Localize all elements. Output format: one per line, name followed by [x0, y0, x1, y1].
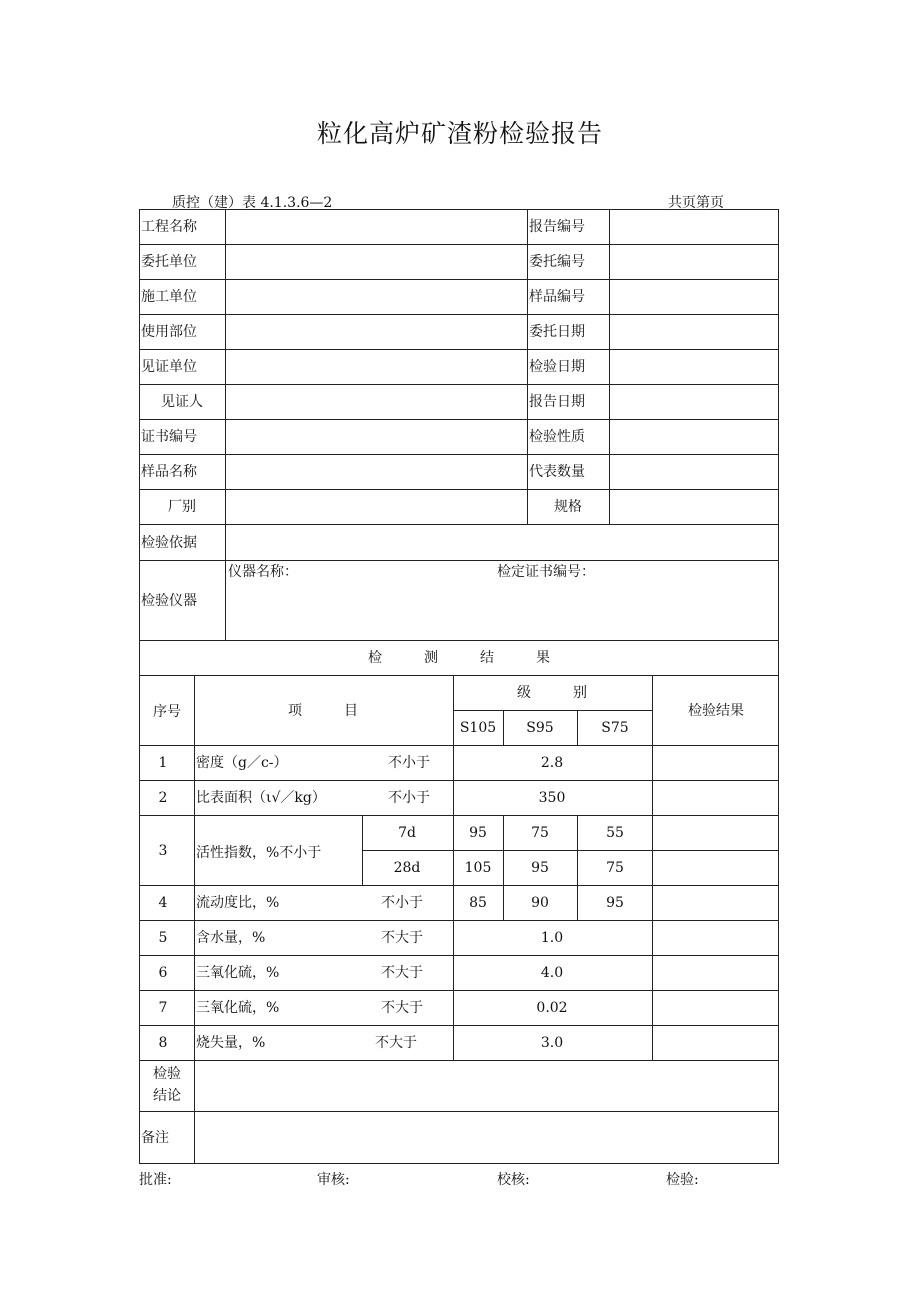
row-seq: 2: [158, 790, 168, 806]
row-age-28d: 28d: [393, 860, 421, 876]
row-value-s105: 105: [464, 860, 492, 876]
row-item: 三氧化硫，%: [196, 1000, 280, 1016]
row-seq: 6: [158, 965, 168, 981]
row-seq: 4: [158, 895, 168, 911]
row-value: 350: [538, 790, 566, 806]
table-grid: [139, 209, 779, 1164]
row-value-s105: 95: [469, 825, 487, 841]
report-title: 粒化高炉矿渣粉检验报告: [316, 119, 603, 148]
label-certificate-number: 证书编号: [141, 429, 197, 445]
label-representative-quantity: 代表数量: [529, 464, 585, 480]
label-remarks: 备注: [141, 1130, 169, 1146]
row-seq: 8: [158, 1035, 168, 1051]
header-grade-s105: S105: [459, 720, 497, 736]
label-report-number: 报告编号: [529, 219, 585, 235]
row-condition: 不大于: [381, 1000, 423, 1016]
row-condition: 不小于: [381, 895, 423, 911]
label-witness-person: 见证人: [161, 394, 203, 410]
header-grade-s75: S75: [601, 720, 629, 736]
row-value: 0.02: [536, 1000, 568, 1016]
row-item: 三氧化硫，%: [196, 965, 280, 981]
label-inspection-date: 检验日期: [529, 359, 585, 375]
label-specification: 规格: [554, 499, 582, 515]
row-value-s105: 85: [469, 895, 487, 911]
header-grade: 级 别: [517, 685, 587, 701]
row-value-s95: 95: [531, 860, 549, 876]
row-condition: 不大于: [375, 1035, 417, 1051]
label-commission-number: 委托编号: [529, 254, 585, 270]
label-instrument-name: 仪器名称：: [228, 564, 298, 580]
label-usage-location: 使用部位: [141, 324, 197, 340]
row-value: 3.0: [540, 1035, 564, 1051]
label-conclusion: 检验 结论: [153, 1066, 181, 1104]
form-code: 质控（建）表 4.1.3.6—2: [172, 195, 333, 211]
row-age-7d: 7d: [398, 825, 416, 841]
label-inspection-basis: 检验依据: [141, 535, 197, 551]
row-item: 密度（g／c-）: [196, 755, 288, 771]
row-item: 烧失量，%: [196, 1035, 266, 1051]
row-value-s95: 75: [531, 825, 549, 841]
label-project-name: 工程名称: [141, 219, 197, 235]
row-value-s75: 55: [606, 825, 624, 841]
row-value: 4.0: [540, 965, 564, 981]
label-sample-number: 样品编号: [529, 289, 585, 305]
footer-check: 校核:: [497, 1172, 530, 1188]
header-item: 项 目: [288, 703, 358, 719]
page-info: 共页第页: [668, 195, 724, 211]
row-condition: 不小于: [388, 790, 430, 806]
row-condition: 不大于: [381, 965, 423, 981]
label-client-unit: 委托单位: [141, 254, 197, 270]
row-seq: 3: [158, 843, 168, 859]
label-inspection-nature: 检验性质: [529, 429, 585, 445]
row-value: 1.0: [540, 930, 564, 946]
label-report-date: 报告日期: [529, 394, 585, 410]
footer-inspect: 检验:: [666, 1172, 699, 1188]
row-value: 2.8: [540, 755, 564, 771]
row-item: 流动度比，%: [196, 895, 280, 911]
header-result: 检验结果: [688, 703, 744, 719]
label-manufacturer: 厂别: [168, 499, 196, 515]
row-value-s75: 95: [606, 895, 624, 911]
footer-approve: 批准:: [139, 1172, 172, 1188]
row-seq: 1: [158, 755, 168, 771]
label-witness-unit: 见证单位: [141, 359, 197, 375]
label-construction-unit: 施工单位: [141, 289, 197, 305]
footer-review: 审核:: [317, 1172, 350, 1188]
report-table: [139, 209, 779, 1164]
row-item: 含水量，%: [196, 930, 266, 946]
row-seq: 5: [158, 930, 168, 946]
results-heading: 检 测 结 果: [368, 650, 550, 666]
row-seq: 7: [158, 1000, 168, 1016]
label-calibration-cert: 检定证书编号：: [497, 564, 595, 580]
row-item: 比表面积（ι√／kg）: [196, 790, 326, 806]
row-value-s95: 90: [531, 895, 549, 911]
label-sample-name: 样品名称: [141, 464, 197, 480]
row-condition: 不大于: [381, 930, 423, 946]
header-seq: 序号: [153, 704, 181, 720]
row-value-s75: 75: [606, 860, 624, 876]
row-item: 活性指数，%不小于: [196, 845, 322, 861]
label-commission-date: 委托日期: [529, 324, 585, 340]
row-condition: 不小于: [388, 755, 430, 771]
header-grade-s95: S95: [526, 720, 554, 736]
label-inspection-instrument: 检验仪器: [141, 593, 197, 609]
